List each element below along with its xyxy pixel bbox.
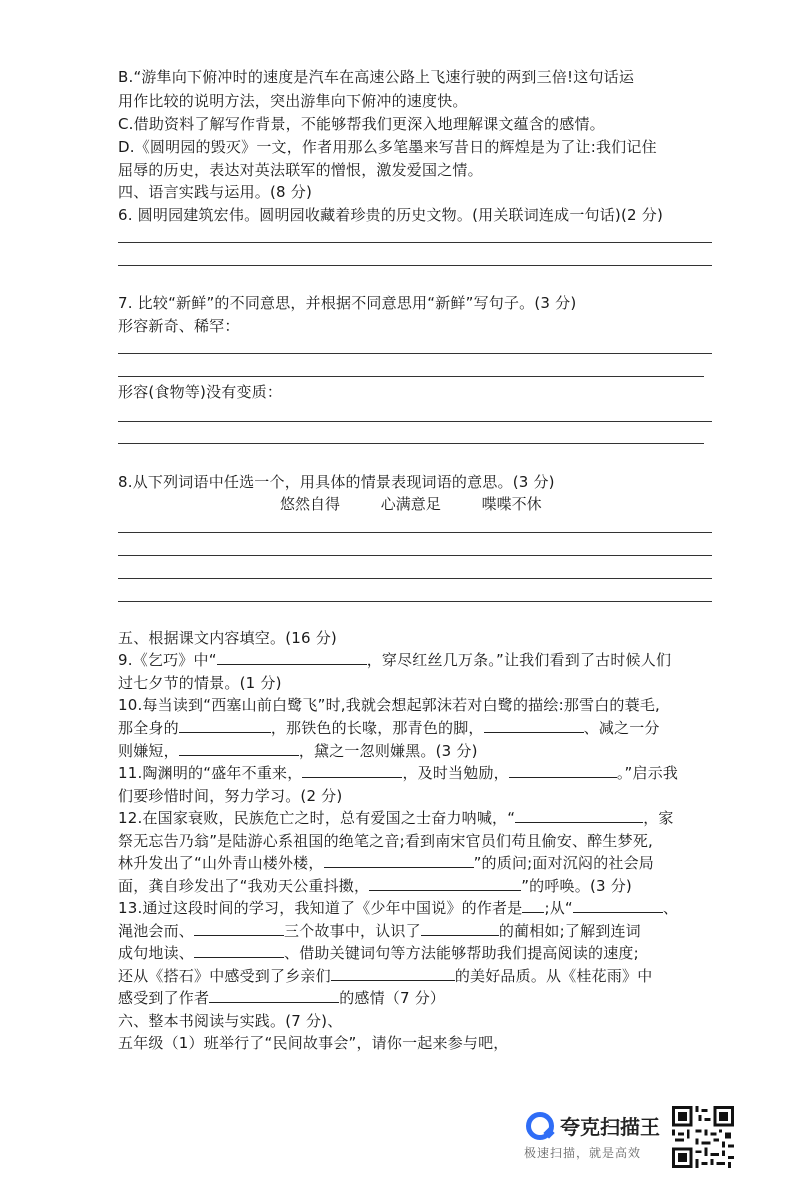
section-6-intro: 五年级（1）班举行了“民间故事会”，请你一起来参与吧， (118, 1034, 509, 1052)
question-11-line1: 11.陶渊明的“盛年不重来， ，及时当勉励， 。”启示我 (118, 764, 679, 782)
fill-blank (209, 987, 339, 1003)
question-10-line1: 10.每当读到“西塞山前白鹭飞”时,我就会想起郭沫若对白鹭的描绘:那雪白的蓑毛, (118, 696, 660, 714)
fill-blank (509, 762, 617, 778)
word-choices (280, 493, 578, 515)
question-13-line3: 成句地读、 、借助关键词句等方法能够帮助我们提高阅读的速度; (118, 944, 639, 962)
section-6-heading: 六、整本书阅读与实践。(7 分)、 (118, 1012, 343, 1030)
question-11-line2: 们要珍惜时间，努力学习。(2 分) (118, 787, 343, 805)
fill-blank (484, 717, 584, 733)
fill-blank (179, 717, 271, 733)
word-option: 悠然自得 (280, 495, 341, 513)
option-c: C.借助资料了解写作背景，不能够帮我们更深入地理解课文蕴含的感情。 (118, 115, 605, 133)
answer-line (118, 555, 712, 556)
question-6: 6. 圆明园建筑宏伟。圆明园收藏着珍贵的历史文物。(用关联词连成一句话)(2 分) (118, 206, 664, 224)
question-13-line5: 感受到了作者 的感情（7 分） (118, 989, 446, 1007)
fill-blank (217, 649, 367, 665)
question-12-line3: 林升发出了“山外青山楼外楼， ”的质问;面对沉闷的社会局 (118, 854, 655, 872)
question-7-part-b: 形容(食物等)没有变质： (118, 383, 283, 401)
watermark-slogan: 极速扫描，就是高效 (524, 1146, 642, 1160)
answer-line (118, 376, 704, 377)
option-b-line1: B.“游隼向下俯冲时的速度是汽车在高速公路上飞速行驶的两到三倍!这句话运 (118, 68, 635, 86)
question-13-line2: 渑池会而、 三个故事中，认识了 的蔺相如;了解到连词 (118, 922, 641, 940)
answer-line (118, 578, 712, 579)
quark-logo-icon (526, 1112, 554, 1140)
answer-line (118, 242, 712, 243)
question-13-line1: 13.通过这段时间的学习，我知道了《少年中国说》的作者是 ;从“ 、 (118, 899, 679, 917)
question-12-line1: 12.在国家衰败，民族危亡之时，总有爱国之士奋力呐喊，“ ，家 (118, 809, 674, 827)
fill-blank (421, 920, 499, 936)
question-10-line2: 那全身的 ，那铁色的长喙，那青色的脚， 、减之一分 (118, 719, 660, 737)
fill-blank (369, 875, 521, 891)
question-12-line4: 面，龚自珍发出了“我劝天公重抖擞， ”的呼唤。(3 分) (118, 877, 632, 895)
question-7: 7. 比较“新鲜”的不同意思，并根据不同意思用“新鲜”写句子。(3 分) (118, 294, 577, 312)
question-13-line4: 还从《搭石》中感受到了乡亲们 的美好品质。从《桂花雨》中 (118, 967, 653, 985)
option-d-line1: D.《圆明园的毁灭》一文，作者用那么多笔墨来写昔日的辉煌是为了让:我们记住 (118, 138, 657, 156)
fill-blank (324, 852, 474, 868)
option-d-line2: 屈辱的历史，表达对英法联军的憎恨，激发爱国之情。 (118, 161, 483, 179)
fill-blank (573, 897, 663, 913)
answer-line (118, 532, 712, 533)
fill-blank (515, 807, 643, 823)
answer-line (118, 265, 712, 266)
fill-blank (194, 942, 284, 958)
section-5-heading: 五、根据课文内容填空。(16 分) (118, 629, 337, 647)
question-9-line2: 过七夕节的情景。(1 分) (118, 674, 282, 692)
section-4-heading: 四、语言实践与运用。(8 分) (118, 183, 313, 201)
fill-blank (331, 965, 455, 981)
word-option: 喋喋不休 (481, 495, 542, 513)
word-option: 心满意足 (380, 495, 441, 513)
question-10-line3: 则嫌短， ，黛之一忽则嫌黑。(3 分) (118, 742, 478, 760)
fill-blank (179, 740, 299, 756)
fill-blank (194, 920, 284, 936)
fill-blank (302, 762, 402, 778)
answer-line (118, 443, 704, 444)
question-7-part-a: 形容新奇、稀罕： (118, 317, 240, 335)
scanner-watermark (524, 1108, 674, 1164)
answer-line (118, 421, 712, 422)
question-9-line1: 9.《乞巧》中“ ，穿尽红丝几万条。”让我们看到了古时候人们 (118, 651, 672, 669)
fill-blank (522, 897, 544, 913)
qr-code-icon (672, 1106, 734, 1168)
question-8: 8.从下列词语中任选一个，用具体的情景表现词语的意思。(3 分) (118, 473, 555, 491)
answer-line (118, 601, 712, 602)
option-b-line2: 用作比较的说明方法，突出游隼向下俯冲的速度快。 (118, 92, 468, 110)
answer-line (118, 353, 712, 354)
watermark-brand: 夸克扫描王 (560, 1115, 660, 1139)
question-12-line2: 祭无忘告乃翁”是陆游心系祖国的绝笔之音;看到南宋官员们苟且偷安、醉生梦死, (118, 832, 653, 850)
